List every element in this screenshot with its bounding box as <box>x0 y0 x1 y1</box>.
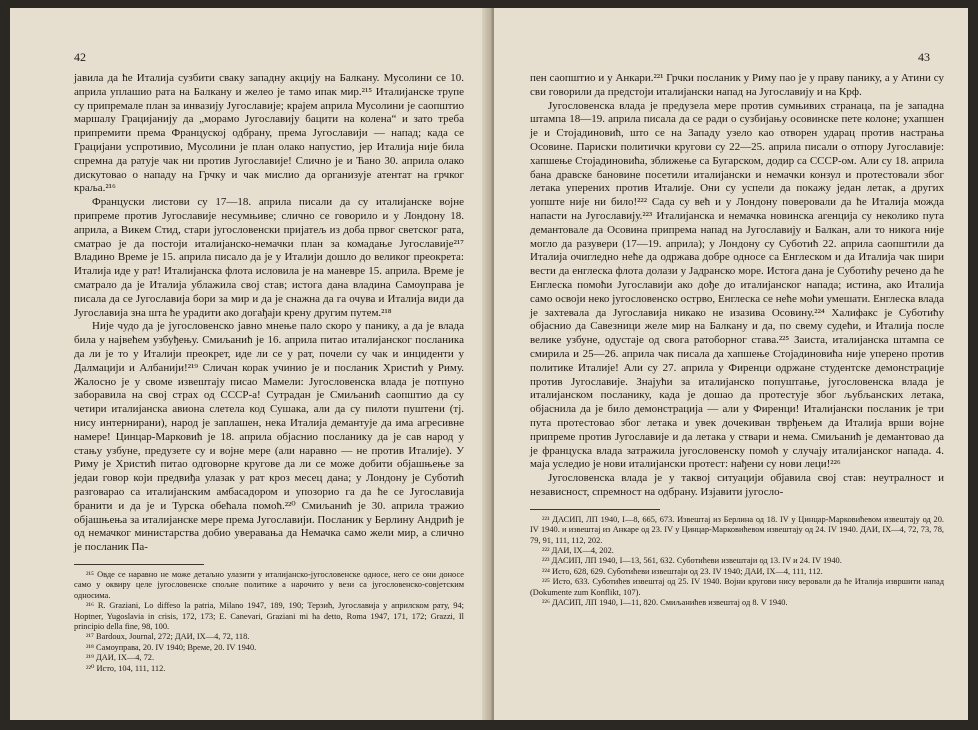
left-paragraph-1: јавила да ће Италија сузбити сваку западну акцију на Балкану. Мусолини се 10. априла уплашио рата на Балкану и желео је тамо ипак мир.²¹⁵ Италијанске трупе су припремале план за инвазију Југославије; крајем априла Мусолини је саопштио маршалу Грацијанију да „морамо Југославију бацити на колена“ и зато треба припремити према Француској одбрану, према Југославији — напад; када се Грацијани успротивио, Мусолини је план олако напустио, јер Италија није била спремна да ратује чак ни против Југославије! Слично је и Ћано 30. априла олако дискутовао о нападу на Грчку и чак мислио да организује атентат на грчког краља.²¹⁶ <box>74 72 464 195</box>
footnote-215: ²¹⁵ Овде се наравно не може детаљно улазити у италијанско-југословенске односе, него се они доносе само у оквиру целе југословенске спољне политике а нарочито у вези са југословенско-совјетским односима. <box>74 569 464 600</box>
footnote-221: ²²¹ ДАСИП, ЛП 1940, I—8, 665, 673. Извештај из Берлина од 18. IV у Цинцар-Марковићевом извештају од 20. IV 1940. и извештај из Анкаре од 23. IV у Цинцар-Марковићевом извештају од 24. IV 1940. ДАИ, IX—4, 72, 73, 78, 79, 91, 111, 112, 202. <box>530 514 944 545</box>
footnote-223: ²²³ ДАСИП, ЛП 1940, I—13, 561, 632. Суботићеви извештаји од 13. IV и 24. IV 1940. <box>542 556 842 566</box>
left-paragraph-2: Француски листови су 17—18. априла писали да су италијанске војне припреме против Југославије несумњиве; слично се говорило и у Лондону 18. априла, а Викем Стид, стари југословенски пријатељ из доба првог светског рата, сматрао је да постоји италијанско-немачки план за комадање Југославије²¹⁷ Владино Време је 15. априла писало да је у Италији дошло до великог преокрета: Италија иде у рат! Италијанска флота исловила је на маневре 15. априла. Време је сматрало да је Италија ублажила свој став; истога дана владина Самоуправа је писала да се Југославија бори за мир и да је снажна да га очува и Италија види да Југославија зна шта ће урадити ако догађаји крену другим путем.²¹⁸ <box>74 196 464 319</box>
footnote-224: ²²⁴ Исто, 628, 629. Суботићеви извештаји од 23. IV 1940; ДАИ, IX—4, 111, 112. <box>542 566 823 576</box>
right-footnote-divider <box>530 509 660 510</box>
right-paragraph-3: Југословенска влада је у таквој ситуацији објавила свој став: неутралност и независност, спремност на одбрану. Изјавити југосло- <box>530 472 944 498</box>
right-footnotes <box>530 515 944 609</box>
left-footnotes <box>74 570 464 674</box>
right-paragraph-2: Југословенска влада је предузела мере против сумњивих странаца, па је западна штампа 18—19. априла писала да се ради о сузбијању осовинске пете колоне; ухапшен је и Стојадиновић, што се на Западу узело као отворен ударац против настрања Осовине. Париски политички кругови су 22—25. априла писали о отпору Југославије: хапшење Стојадиновића, зближење са Бугарском, додир са СССР-ом. Али су 18. априла бана дравске бановине посетили италијански и немачки конзул и протестовали због летака уперених против Италије. Они су успели да покажу један летак, а других уопште није ни било!²²² Сада су већ и у Лондону поверовали да ће Италија можда напасти на Југославију.²²³ Италијанска и немачка новинска агенција су неколико пута демантовале да Осовина припрема напад на Југославију и Балкан, али то никога није могло да разувери (17—19. априла); у Лондону су Суботић 22. априла саопштили да Италија очигледно неће да одржава добре односе са Енглеском и да Италија чак шири вести да енглеска флота долази у Јадранско море. Истога дана је Суботићу речено да ће Енглеска помоћи Југославији ако дође до италијанског напада; истина, ако Италија само освоји неко југословенско острво, Енглеска се неће моћи умешати. Енглеска влада је захтевала да Југославија никако не изазива Осовину.²²⁴ Халифакс је Суботићу објаснио да Савезници желе мир на Балкану и да, по свему судећи, и Италија после велике узбуне, одустаје од свога ратоборног става.²²⁵ Заиста, италијанска штампа се смирила и 25—26. априла чак писала да хапшење Стојадиновића није уперено против политике Италије! Али су 27. априла у Фиренци одржане студентске демонстрације против Југославије. Знајући за италијанско попуштање, југословенска влада је италијанском посланику, када је дошао да протестује због љубљанских летака, објаснила да је било демонстрација — али у Фиренци! Италијански посланик је три пута протестовао због летака и увек дочекиван тврђењем да Италија врши војне припреме против Југославије и да летака у ствари и нема. Смиљанић је демантовао да је француска влада затражила југословенску помоћ у случају италијанског напада. 4. маја уследио је нови италијански протест: нађени су нови леци!²²⁶ <box>530 99 944 471</box>
right-page <box>494 8 968 720</box>
left-page-body <box>74 72 464 555</box>
footnote-219: ²¹⁹ ДАИ, IX—4, 72. <box>86 653 155 663</box>
footnote-218: ²¹⁸ Самоуправа, 20. IV 1940; Време, 20. IV 1940. <box>86 642 257 652</box>
footnote-226: ²²⁶ ДАСИП, ЛП 1940, I—11, 820. Смиљанићев извештај од 8. V 1940. <box>542 597 788 607</box>
right-page-number: 43 <box>918 50 930 64</box>
right-paragraph-1: пен саопштио и у Анкари.²²¹ Грчки посланик у Риму пао је у праву панику, а у Атини су сви говорили да предстоји италијански напад на Југославију и на Крф. <box>530 72 944 98</box>
footnote-222: ²²² ДАИ, IX—4, 202. <box>542 545 614 555</box>
left-page <box>10 8 492 720</box>
right-page-body <box>530 72 944 500</box>
left-page-number: 42 <box>74 50 86 64</box>
footnote-225: ²²⁵ Исто, 633. Суботићев извештај од 25. IV 1940. Војни кругови нису веровали да ће Италија извршити напад (Dokumente zum Konflikt, 107). <box>530 577 944 597</box>
footnote-220: ²²⁰ Исто, 104, 111, 112. <box>86 663 166 673</box>
left-paragraph-3: Није чудо да је југословенско јавно мнење пало скоро у панику, а да је влада била у највећем узбуђењу. Смиљанић је 16. априла питао италијанског посланика да ли је то у Италији преокрет, иде ли се у рат, почели су чак и инциденти у Далмацији и Албанији!²¹⁹ Сличан корак учинио је и посланик Христић у Риму. Жалосно је у своме извештају писао Мамели: Југословенска влада је потпуно заборавила на свој страх од СССР-а! Сутрадан је Смиљанић саопштио да су четири италијанска авиона слетела код Сушака, али да су пилоти пуштени (тј. нису интернирани), народ је заплашен, нека Италија демантује да има агресивне намере! Цинцар-Марковић је 18. априла објаснио посланику да је сав народ у стању узбуне, предузете су и војне мере (али наравно — не против Италије). У Риму је Христић питао одговорне кругове да ли се може добити објашњење за једаи говор који предвиђа улазак у рат кроз месец дана; у Лондону је Суботић разговарао са италијанским амбасадором и упозорио га да ће се Југославија бранити и да је и Турска обећала помоћ.²²⁰ Смиљанић је 30. априла тражио објашњења за италијанске мере према Југославији. Посланик у Берлину Андрић је од немачког министарства добио уверавања да Немачка само жели мир, а слично је посланик Па- <box>74 320 464 554</box>
footnote-216: ²¹⁶ R. Graziani, Lo diffeso la patria, Milano 1947, 189, 190; Терзић, Југославија у априлском рату, 94; Hoptner, Yugoslavia in crisis, 172, 173; E. Canevari, Graziani mi ha detto, Roma 1947, 171, 172; Grazzi, Il principio della fine, 98, 100. <box>74 601 464 631</box>
left-footnote-divider <box>74 564 204 565</box>
footnote-217: ²¹⁷ Bardoux, Journal, 272; ДАИ, IX—4, 72, 118. <box>86 632 250 642</box>
